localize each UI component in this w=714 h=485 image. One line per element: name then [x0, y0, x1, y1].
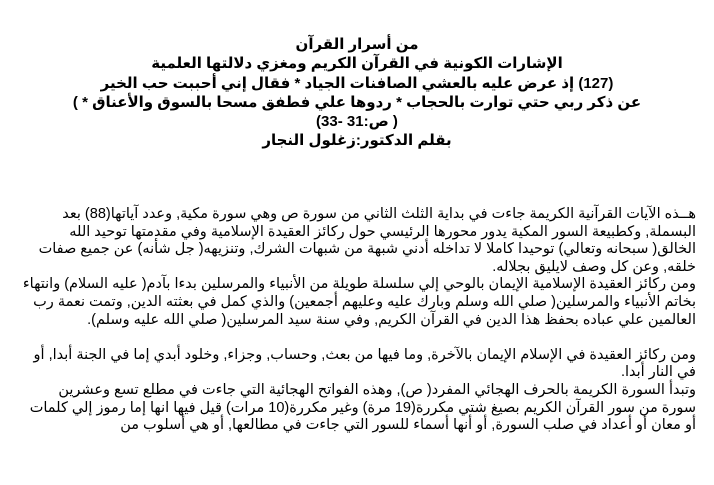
- article-body: [22, 206, 696, 435]
- series-title: من أسرار القرآن: [295, 36, 419, 53]
- paragraph-opening-letters: وتبدأ السورة الكريمة بالحرف الهجائي المفرد( ص), وهذه الفواتح الهجائية التي جاءت في مطلع تسع وعشرين سورة من سور القرآن الكريم بصيغ شتي مكررة(19 مرة) وغير مكررة(10 مرات) قيل فيها انها إما رموز إلي كلمات أو معان أو أعداد في صلب السورة, أو أنها أسماء للسور التي جاءت في مطالعها, أو هي أسلوب من: [29, 381, 696, 434]
- paragraph-hereafter: ومن ركائز العقيدة في الإسلام الإيمان بالآخرة, وما فيها من بعث, وحساب, وجزاء, وخلود أبدي إما في الجنة أبدا, أو في النار أبدا.: [33, 346, 696, 381]
- article-header: [60, 35, 654, 151]
- author-byline: بقلم الدكتور:زغلول النجار: [262, 132, 452, 150]
- paragraph-spacer: [22, 329, 696, 347]
- paragraph-intro: هــذه الآيات القرآنية الكريمة جاءت في بداية الثلث الثاني من سورة ص وهي سورة مكية, وعدد آياتها(88) بعد البسملة, وكطبيعة السور المكية يدور محورها الرئيسي حول ركائز العقيدة الإسلامية وفي مقدمتها توحيد الله الخالق( سبحانه وتعالي) توحيدا كاملا لا تداخله أدني شبهة من شبهات الشرك, وتنزيهه( جل شأنه) عن جميع صفات خلقه, وعن كل وصف لايليق بجلاله.: [38, 206, 696, 275]
- paragraph-revelation: ومن ركائز العقيدة الإسلامية الإيمان بالوحي إلي سلسلة طويلة من الأنبياء والمرسلين بدءا بآدم( عليه السلام) وانتهاء بخاتم الأنبياء والمرسلين( صلي الله وسلم وبارك عليه وعليهم أجمعين) والذي كمل في بعثته الدين, وتمت نعمة رب العالمين علي عباده بحفظ هذا الدين في القرآن الكريم, وفي سنة سيد المرسلين( صلي الله عليه وسلم).: [22, 276, 696, 328]
- verse-line-2: عن ذكر ربي حتي توارت بالحجاب * ردوها علي فطفق مسحا بالسوق والأعناق * ): [72, 93, 642, 111]
- article-title: الإشارات الكونية في القرآن الكريم ومغزي دلالتها العلمية: [151, 55, 563, 73]
- verse-line-1: (127) إذ عرض عليه بالعشي الصافنات الجياد * فقال إني أحببت حب الخير: [100, 74, 614, 92]
- verse-reference: ( ص:31 -33): [316, 113, 398, 131]
